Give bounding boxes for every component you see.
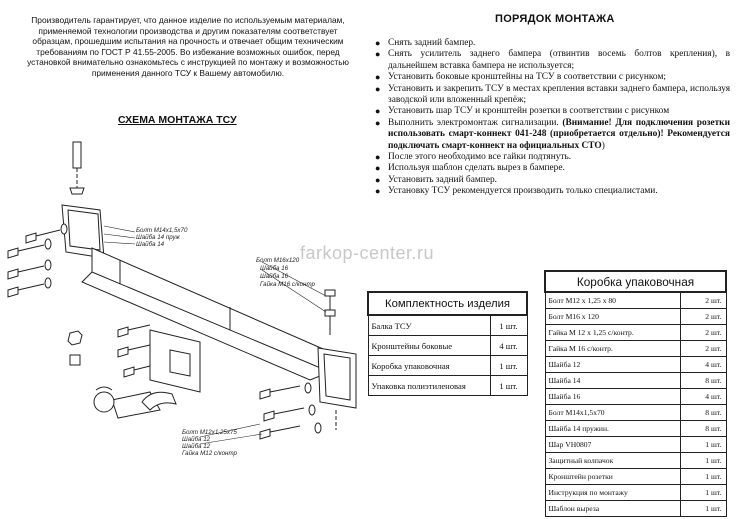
label-bolt-m12: Болт М12х1,25х75 [182,429,237,436]
label-washer-14-spring: Шайба 14 пруж [136,234,180,241]
bullet-icon: ● [375,83,381,94]
kit-table-title: Комплектность изделия [368,292,527,315]
table-row: Гайка М 16 с/контр. 2 шт. [545,341,726,357]
label-washer-12-a: Шайба 12 [182,436,211,443]
box-table-title: Коробка упаковочная [545,271,726,292]
table-row: Кронштейн розетки 1 шт. [545,469,726,485]
table-row: Балка ТСУ 1 шт. [368,315,527,336]
table-row: Гайка М 12 х 1,25 с/контр. 2 шт. [545,325,726,341]
procedure-step: ● Установку ТСУ рекомендуется производить только специалистами. [375,186,658,197]
table-row: Кронштейны боковые 4 шт. [368,336,527,356]
label-bolt-m14: Болт М14х1,5х70 [136,227,188,234]
table-row: Инструкция по монтажу 1 шт. [545,485,726,501]
bullet-icon: ● [375,186,381,197]
table-row: Шайба 14 пружин. 8 шт. [545,421,726,437]
warning-text: (Внимание! Для подключения розетки использовать смарт-коннект 041-248 (приобретается отдельно)! Рекомендуется подключать смарт-коннект на официальных СТО [388,117,730,151]
mounting-diagram [0,128,368,519]
label-nut-m12: Гайка М12 с/контр [182,450,237,457]
table-row: Шайба 14 8 шт. [545,373,726,389]
procedure-step: ● Используя шаблон сделать вырез в бампере. [375,163,565,174]
table-row: Шаблон выреза 1 шт. [545,501,726,517]
table-row: Болт М16 х 120 2 шт. [545,309,726,325]
table-row: Болт М12 х 1,25 х 80 2 шт. [545,292,726,309]
table-row: Шар VH0807 1 шт. [545,437,726,453]
bullet-icon: ● [375,49,381,60]
procedure-step: ● Установить боковые кронштейны на ТСУ в соответствии с рисунком; [375,72,666,83]
label-bolt-m16: Болт М16х120 [256,257,300,264]
procedure-step: ● Установить и закрепить ТСУ в местах крепления вставки заднего бампера, используя заводской или вложенный крепёж; [375,83,731,106]
procedure-title: ПОРЯДОК МОНТАЖА [495,13,615,25]
procedure-list [372,38,730,198]
label-washer-16-a: Шайба 16 [260,265,289,272]
procedure-step: ● Выполнить электромонтаж сигнализации. (Внимание! Для подключения розетки использовать смарт-коннект 041-248 (приобретается отдельно)! Рекомендуется подключать смарт-коннект на официальных СТО) [375,117,730,151]
procedure-step: ● Установить задний бампер. [375,174,498,185]
table-row: Болт М14х1,5х70 8 шт. [545,405,726,421]
bullet-icon: ● [375,106,381,117]
box-contents-table [544,270,727,517]
bullet-icon: ● [375,117,381,128]
procedure-step: ● Снять задний бампер. [375,38,476,48]
label-washer-16-b: Шайба 16 [260,273,289,280]
label-nut-m16: Гайка М16 с/контр [260,281,315,288]
bullet-icon: ● [375,163,381,174]
kit-table [367,291,528,396]
bullet-icon: ● [375,38,381,48]
bullet-icon: ● [375,174,381,185]
procedure-step: ● Установить шар ТСУ и кронштейн розетки в соответствии с рисунком [375,106,670,117]
procedure-step: ● После этого необходимо все гайки подтянуть. [375,152,572,163]
bullet-icon: ● [375,72,381,83]
scheme-title: СХЕМА МОНТАЖА ТСУ [118,114,237,126]
table-row: Коробка упаковочная 1 шт. [368,356,527,376]
table-row: Упаковка полиэтиленовая 1 шт. [368,376,527,396]
label-washer-14: Шайба 14 [136,241,165,248]
procedure-step: ● Снять усилитель заднего бампера (отвинтив восемь болтов крепления), в дальнейшем вставка бампера не используется; [375,49,730,71]
warranty-text: Производитель гарантирует, что данное изделие по используемым материалам, применяемой технологии производства и другим показателям соответствует образцам, прошедшим испытания на прочность и отвечает общим техническим требованиям по ГОСТ Р 41.55-2005. Во избежание возможных ошибок, перед установкой внимательно ознакомьтесь с инструкцией по монтажу и возможностью применения данного ТСУ к Вашему автомобилю. [27,15,349,78]
table-row: Шайба 16 4 шт. [545,389,726,405]
label-washer-12-b: Шайба 12 [182,443,211,450]
table-row: Защитный колпачок 1 шт. [545,453,726,469]
watermark: farkop-center.ru [300,243,435,263]
table-row: Шайба 12 4 шт. [545,357,726,373]
bullet-icon: ● [375,152,381,163]
